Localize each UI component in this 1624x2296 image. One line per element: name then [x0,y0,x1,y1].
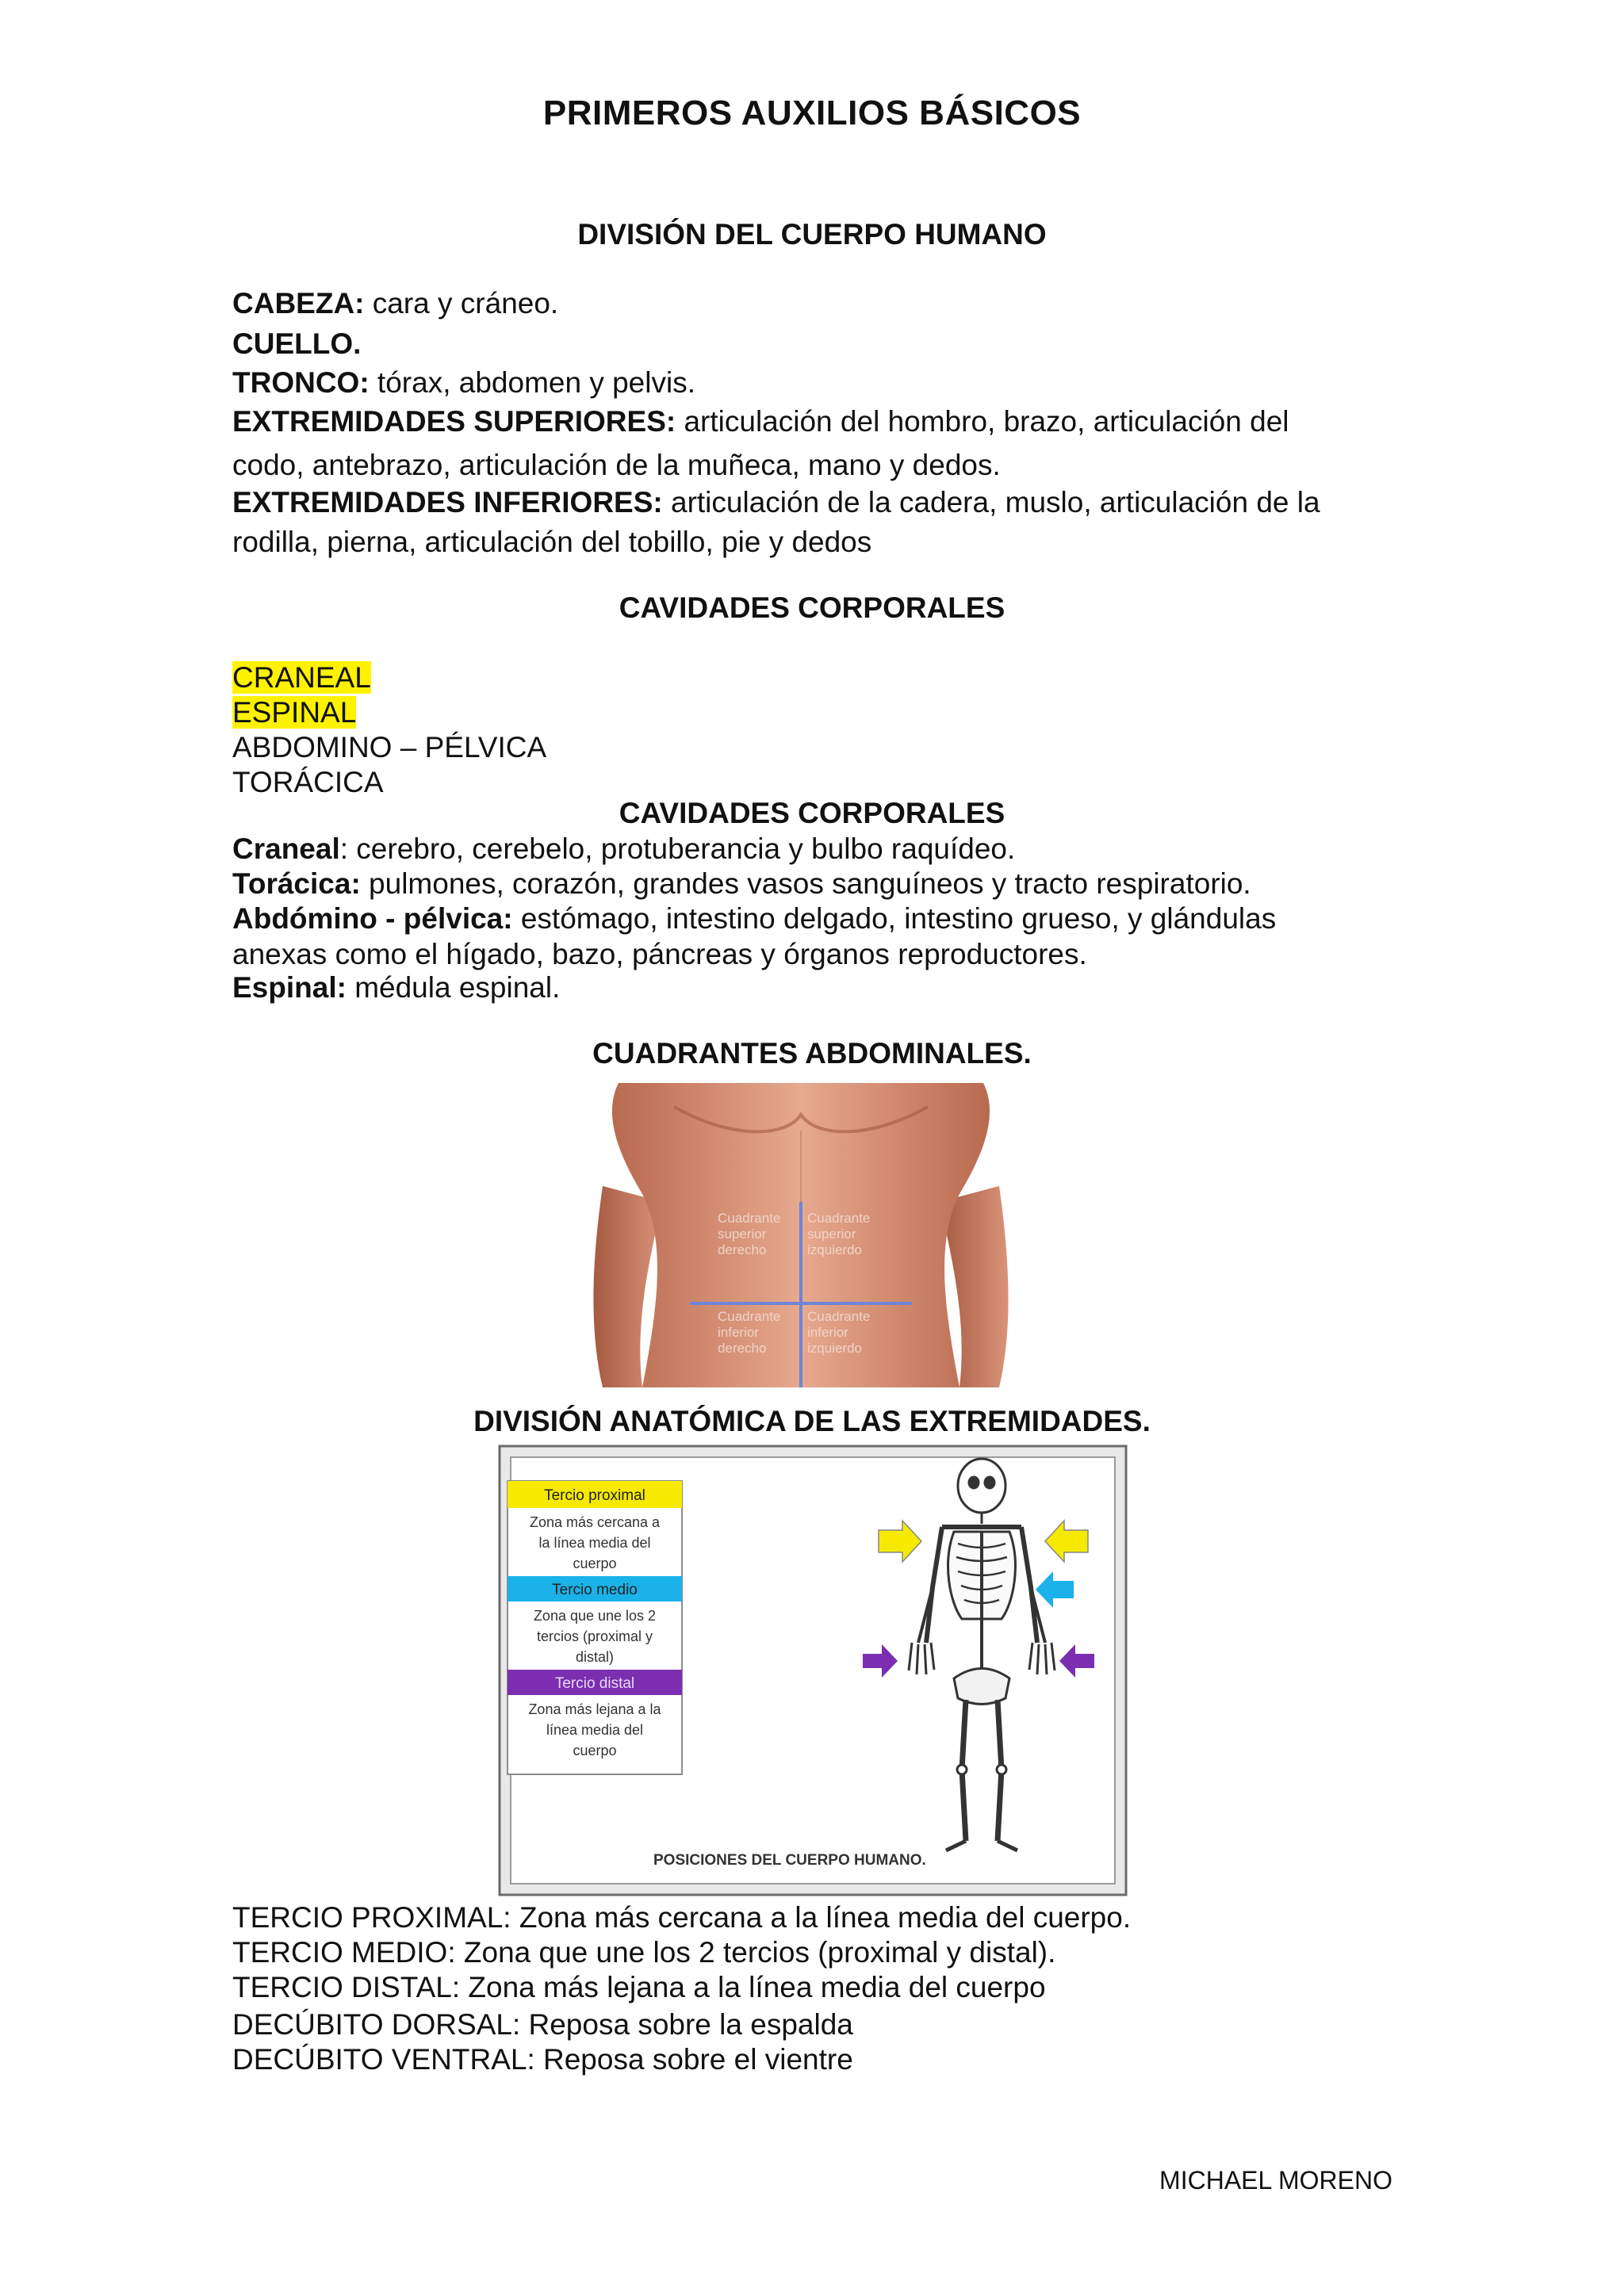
cavidad-item [232,661,371,695]
quadrant-label: Cuadrante [807,1309,871,1324]
cavidad-detail-text: estómago, intestino delgado, intestino grueso, y glándulas [512,902,1277,935]
legend-title-distal: Tercio distal [554,1675,635,1692]
extremities-figure [498,1445,1128,1896]
definition-text: Zona que une los 2 tercios (proximal y distal). [455,1936,1056,1969]
definition-text: Reposa sobre la espalda [520,2008,853,2041]
cavidad-item: TORÁCICA [232,766,384,798]
cavidad-detail-label: Espinal: [232,971,347,1004]
body-part-cabeza [232,287,558,321]
body-part-ext-superiores-cont: codo, antebrazo, articulación de la muñeca, mano y dedos. [232,449,1001,481]
author-footer: MICHAEL MORENO [1159,2166,1392,2195]
quadrant-label: izquierdo [807,1242,862,1257]
cavidad-item: ABDOMINO – PÉLVICA [232,731,547,763]
legend-desc: tercios (proximal y [536,1628,653,1644]
quadrant-label: Cuadrante [718,1211,781,1226]
legend-table [508,1481,682,1774]
body-part-ext-inferiores-cont: rodilla, pierna, articulación del tobillo, pie y dedos [232,526,872,558]
definition [232,2008,853,2042]
quadrant-label: izquierdo [807,1341,862,1356]
section-heading-division: DIVISIÓN DEL CUERPO HUMANO [577,218,1047,251]
body-part-cuello [232,327,361,362]
abdomen-quadrants-image [587,1083,1015,1387]
legend-desc: cuerpo [573,1743,617,1758]
quadrant-label: derecho [718,1242,767,1257]
section-heading-cuadrantes: CUADRANTES ABDOMINALES. [592,1037,1032,1070]
body-part-label: TRONCO: [232,366,370,399]
body-part-label: EXTREMIDADES SUPERIORES: [232,405,676,438]
cavidad-item [232,696,356,730]
definition-text: Zona más lejana a la línea media del cuerpo [460,1971,1046,2003]
cavidad-detail [232,971,560,1005]
cavidad-detail-text: médula espinal. [346,971,561,1004]
body-part-text: articulación de la cadera, muslo, articulación de la [662,486,1320,519]
legend-title-medio: Tercio medio [552,1582,638,1598]
definition-term: DECÚBITO VENTRAL: [232,2043,535,2076]
definition [232,2043,853,2077]
body-part-label: CUELLO. [232,327,362,360]
cavidad-detail [232,902,1276,936]
body-part-ext-inferiores [232,486,1320,520]
legend-title-proximal: Tercio proximal [544,1487,645,1504]
cavidad-detail-text: pulmones, corazón, grandes vasos sanguíneos y tracto respiratorio. [360,867,1251,900]
body-part-label: CABEZA: [232,287,365,320]
definition [232,1971,1046,2005]
quadrant-label: superior [718,1226,767,1242]
cavidad-detail-label: Abdómino - pélvica: [232,902,513,935]
body-part-ext-superiores [232,405,1289,439]
legend-desc: línea media del [546,1722,644,1738]
section-heading-cavidades-detalle: CAVIDADES CORPORALES [619,797,1005,829]
quadrant-label: derecho [718,1341,767,1356]
quadrant-label: inferior [718,1325,759,1340]
definition-text: Zona más cercana a la línea media del cuerpo. [511,1901,1132,1934]
legend-desc: cuerpo [573,1556,617,1571]
page-title: PRIMEROS AUXILIOS BÁSICOS [542,94,1082,132]
body-part-text: cara y cráneo. [364,287,559,320]
cavidad-detail-text: : cerebro, cerebelo, protuberancia y bulbo raquídeo. [339,832,1016,865]
cavidad-craneal: CRANEAL [232,661,371,694]
cavidad-detail [232,867,1251,901]
legend-desc: Zona más cercana a [529,1514,661,1530]
definition-term: DECÚBITO DORSAL: [232,2008,521,2041]
cavidad-espinal: ESPINAL [232,696,357,729]
legend-desc: distal) [575,1649,615,1665]
cavidad-detail [232,832,1015,867]
definition [232,1901,1131,1935]
cavidad-detail-cont: anexas como el hígado, bazo, páncreas y órganos reproductores. [232,938,1087,970]
section-heading-extremidades: DIVISIÓN ANATÓMICA DE LAS EXTREMIDADES. [473,1405,1151,1437]
figure-caption: POSICIONES DEL CUERPO HUMANO. [653,1852,926,1869]
cavidad-detail-label: Craneal [232,832,340,865]
definition-text: Reposa sobre el vientre [534,2043,853,2076]
quadrant-label: inferior [807,1325,848,1340]
body-part-text: articulación del hombro, brazo, articulación del [676,405,1289,438]
definition [232,1936,1055,1970]
legend-desc: Zona más lejana a la [528,1701,661,1717]
body-part-label: EXTREMIDADES INFERIORES: [232,486,663,519]
body-part-tronco [232,366,695,400]
legend-desc: Zona que une los 2 [533,1608,657,1624]
quadrant-label: Cuadrante [718,1309,781,1324]
definition-term: TERCIO PROXIMAL: [232,1901,511,1934]
body-part-text: tórax, abdomen y pelvis. [369,366,695,399]
definition-term: TERCIO DISTAL: [232,1971,461,2003]
cavidad-detail-label: Torácica: [232,867,361,900]
definition-term: TERCIO MEDIO: [232,1936,456,1969]
legend-desc: la línea media del [538,1535,651,1551]
quadrant-label: superior [807,1226,856,1242]
section-heading-cavidades: CAVIDADES CORPORALES [619,591,1005,624]
quadrant-label: Cuadrante [807,1211,871,1226]
